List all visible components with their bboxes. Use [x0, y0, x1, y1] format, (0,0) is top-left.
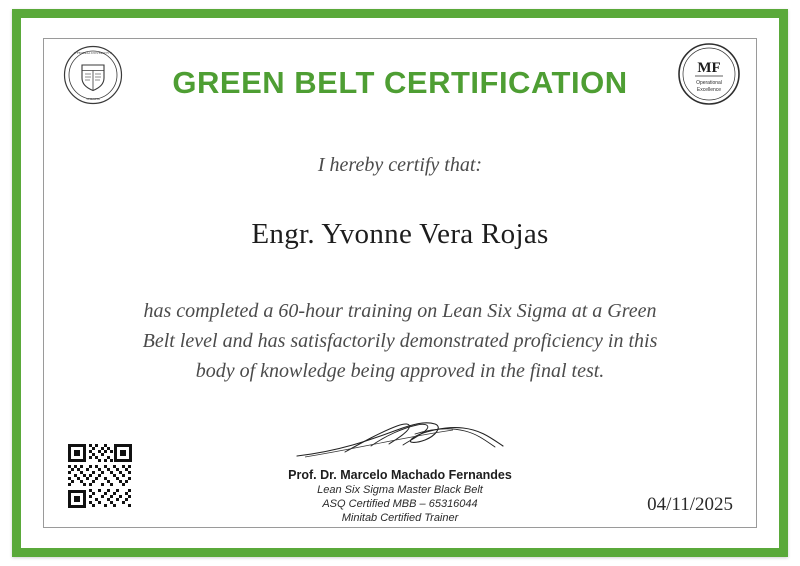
certify-line: I hereby certify that:: [317, 154, 483, 176]
recipient-name: Engr. Yvonne Vera Rojas: [251, 218, 549, 250]
handwritten-signature-icon: [21, 416, 779, 466]
svg-text:Operational: Operational: [696, 80, 722, 86]
signatory-certification: ASQ Certified MBB – 65316044: [322, 498, 478, 510]
qr-code-icon[interactable]: [66, 442, 134, 510]
svg-text:Excellence: Excellence: [696, 87, 722, 93]
svg-text:★ FEDERAL UNIVERSITY ★: ★ FEDERAL UNIVERSITY ★: [73, 51, 113, 55]
svg-text:SCIENTIA: SCIENTIA: [86, 97, 100, 101]
certificate-body-text: has completed a 60-hour training on Lean Six Sigma at a Green Belt level and has satisfactorily demonstrated proficiency in this body of knowledge being approved in the final test.: [142, 300, 658, 382]
svg-text:MF: MF: [697, 60, 721, 76]
certificate-outer-border: [12, 9, 788, 557]
issue-date: 04/11/2025: [647, 494, 733, 515]
signatory-trainer: Minitab Certified Trainer: [341, 512, 459, 524]
signatory-role: Lean Six Sigma Master Black Belt: [317, 484, 483, 496]
page-title: GREEN BELT CERTIFICATION: [172, 65, 628, 100]
signatory-name: Prof. Dr. Marcelo Machado Fernandes: [288, 468, 512, 482]
